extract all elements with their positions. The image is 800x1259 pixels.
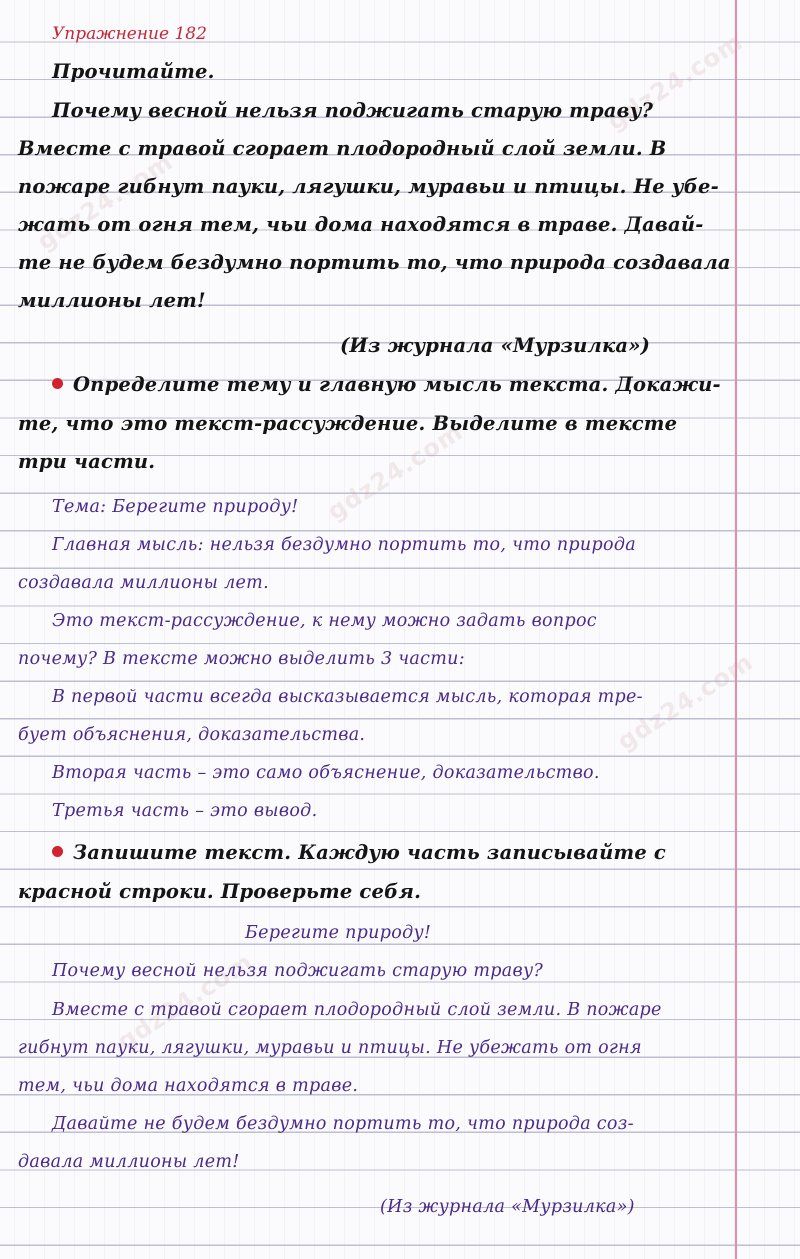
answer-line: гибнут пауки, лягушки, муравьи и птицы. Не убежать от огня	[18, 1038, 642, 1058]
watermark-logo: gdz24.com	[322, 417, 469, 526]
task-read: Прочитайте.	[52, 60, 215, 83]
bullet-icon	[52, 846, 63, 857]
source-line: те не будем бездумно портить то, что природа создавала	[18, 251, 731, 274]
answer-line: тем, чьи дома находятся в траве.	[18, 1076, 359, 1096]
bullet-icon	[52, 378, 63, 389]
answer-line: Почему весной нельзя поджигать старую траву?	[52, 961, 544, 981]
task-line-text: Запишите текст. Каждую часть записывайте с	[73, 841, 666, 864]
answer-line: Тема: Берегите природу!	[52, 497, 299, 517]
answer-line: Третья часть – это вывод.	[52, 801, 318, 821]
source-line: пожаре гибнут пауки, лягушки, муравьи и птицы. Не убе-	[18, 175, 719, 198]
watermark-logo: gdz24.com	[112, 947, 259, 1056]
watermark-logo: gdz24.com	[612, 647, 759, 756]
source-citation: (Из журнала «Мурзилка»)	[340, 334, 651, 357]
watermark-logo: gdz24.com	[602, 27, 749, 136]
task-line-text: Определите тему и главную мысль текста. Докажи-	[73, 373, 721, 396]
answer-line: создавала миллионы лет.	[18, 573, 269, 593]
answer-line: Вторая часть – это само объяснение, доказательство.	[52, 763, 600, 783]
answer-line: бует объяснения, доказательства.	[18, 725, 366, 745]
answer-line: Главная мысль: нельзя бездумно портить то, что природа	[52, 535, 636, 555]
source-line: Вместе с травой сгорает плодородный слой земли. В	[18, 137, 667, 160]
answer-line: В первой части всегда высказывается мысль, которая тре-	[52, 687, 643, 707]
source-line: Почему весной нельзя поджигать старую траву?	[52, 99, 654, 122]
watermark-logo: gdz24.com	[32, 147, 179, 256]
exercise-header: Упражнение 182	[52, 24, 207, 44]
task-line	[52, 838, 800, 868]
answer-line: Это текст-рассуждение, к нему можно задать вопрос	[52, 611, 597, 631]
answer-citation: (Из журнала «Мурзилка»)	[380, 1197, 635, 1217]
source-line: миллионы лет!	[18, 289, 206, 312]
task-line: красной строки. Проверьте себя.	[18, 880, 422, 903]
answer-line: почему? В тексте можно выделить 3 части:	[18, 649, 465, 669]
task-line: те, что это текст-рассуждение. Выделите в тексте	[18, 412, 678, 435]
task-line: три части.	[18, 450, 156, 473]
source-line: жать от огня тем, чьи дома находятся в траве. Давай-	[18, 213, 704, 236]
answer-line: давала миллионы лет!	[18, 1152, 240, 1172]
answer-line: Вместе с травой сгорает плодородный слой земли. В пожаре	[52, 1000, 662, 1020]
task-line	[52, 370, 800, 400]
answer-title: Берегите природу!	[245, 923, 432, 943]
answer-line: Давайте не будем бездумно портить то, что природа соз-	[52, 1114, 634, 1134]
